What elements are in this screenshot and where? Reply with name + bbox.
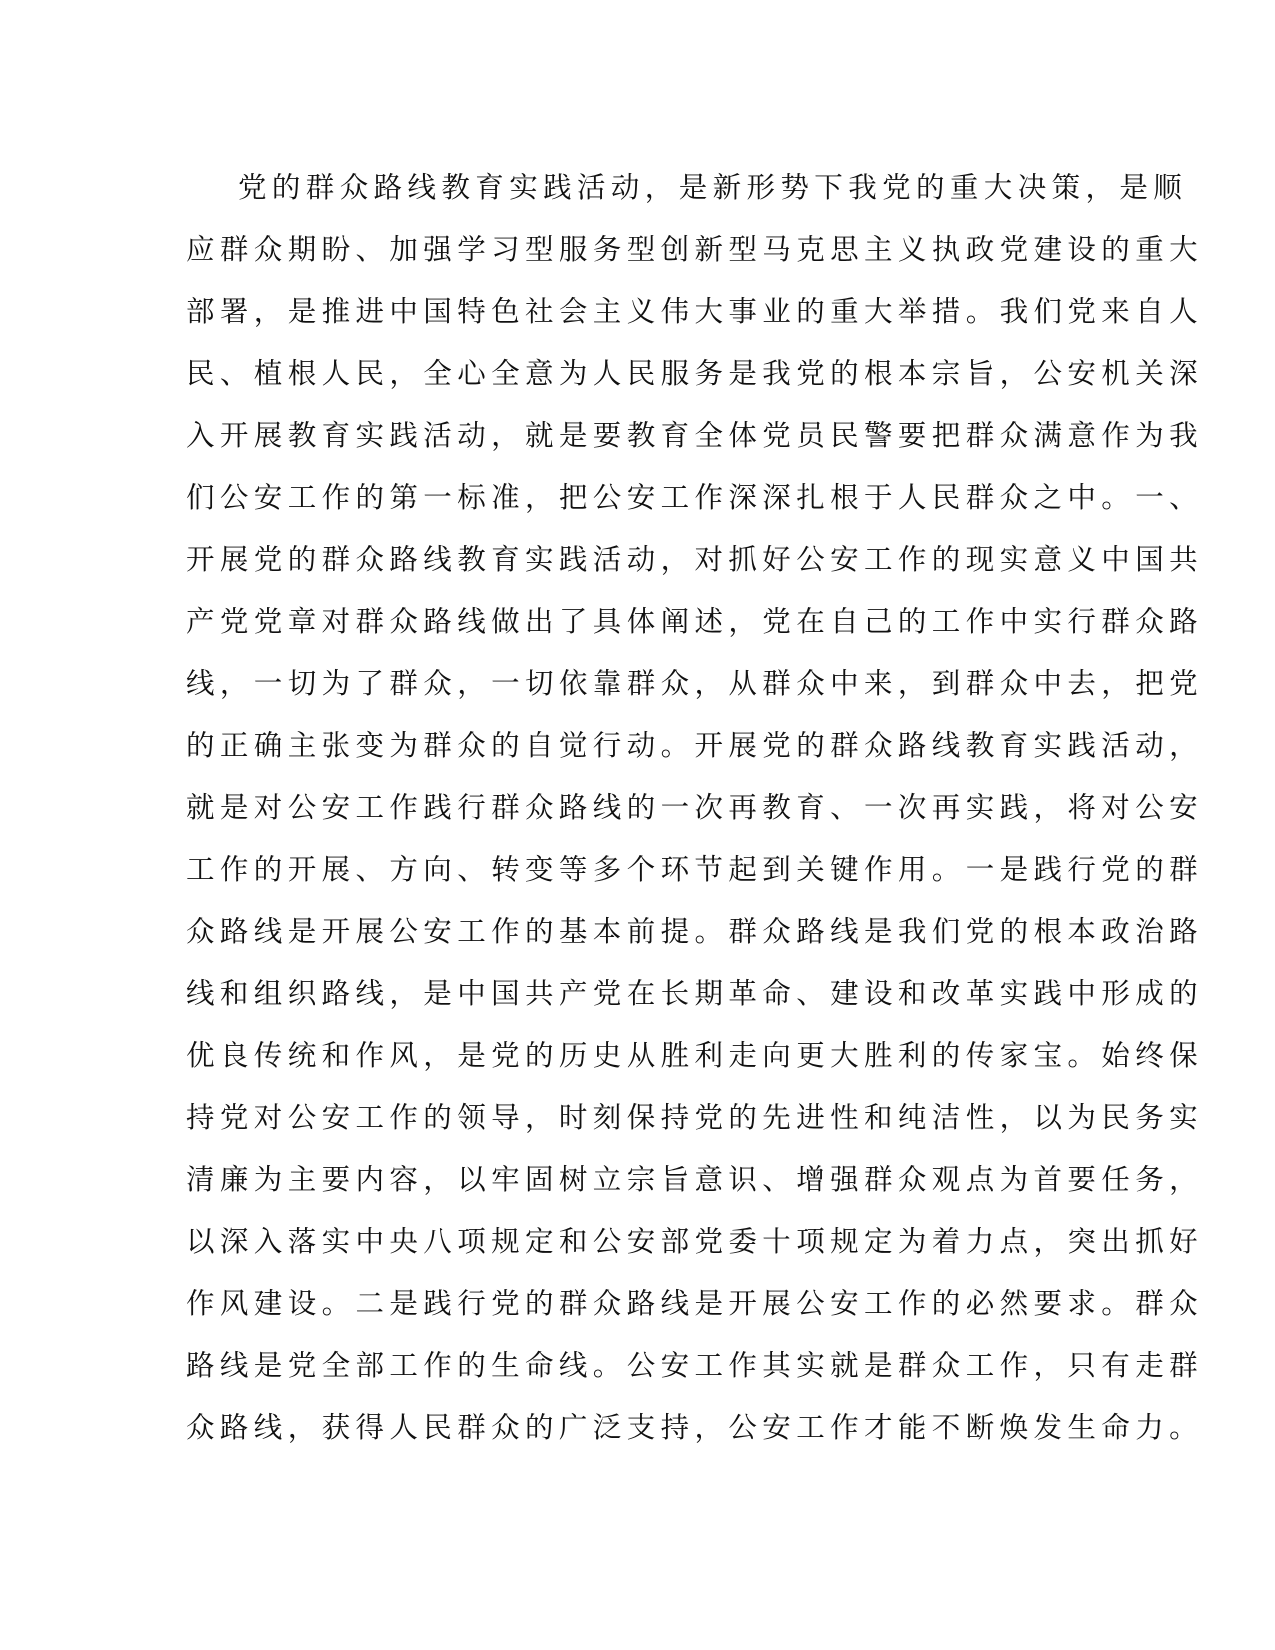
- paragraph-line: 线，一切为了群众，一切依靠群众，从群众中来，到群众中去，把党: [186, 667, 1204, 700]
- paragraph-line: 入开展教育实践活动，就是要教育全体党员民警要把群众满意作为我: [186, 419, 1204, 452]
- paragraph-line: 以深入落实中央八项规定和公安部党委十项规定为着力点，突出抓好: [186, 1225, 1204, 1258]
- paragraph-line: 应群众期盼、加强学习型服务型创新型马克思主义执政党建设的重大: [186, 233, 1204, 266]
- paragraph-line: 众路线是开展公安工作的基本前提。群众路线是我们党的根本政治路: [186, 915, 1204, 948]
- paragraph-line: 优良传统和作风，是党的历史从胜利走向更大胜利的传家宝。始终保: [186, 1039, 1204, 1072]
- paragraph-line: 路线是党全部工作的生命线。公安工作其实就是群众工作，只有走群: [186, 1349, 1204, 1382]
- paragraph-line: 作风建设。二是践行党的群众路线是开展公安工作的必然要求。群众: [186, 1287, 1204, 1320]
- paragraph-line: 清廉为主要内容，以牢固树立宗旨意识、增强群众观点为首要任务，: [186, 1163, 1204, 1196]
- paragraph-line: 工作的开展、方向、转变等多个环节起到关键作用。一是践行党的群: [186, 853, 1204, 886]
- paragraph-line: 党的群众路线教育实践活动，是新形势下我党的重大决策，是顺: [238, 171, 1188, 204]
- paragraph-line: 民、植根人民，全心全意为人民服务是我党的根本宗旨，公安机关深: [186, 357, 1204, 390]
- paragraph-line: 部署，是推进中国特色社会主义伟大事业的重大举措。我们党来自人: [186, 295, 1204, 328]
- paragraph-line: 产党党章对群众路线做出了具体阐述，党在自己的工作中实行群众路: [186, 605, 1204, 638]
- paragraph-line: 们公安工作的第一标准，把公安工作深深扎根于人民群众之中。一、: [186, 481, 1204, 514]
- paragraph-line: 的正确主张变为群众的自觉行动。开展党的群众路线教育实践活动，: [186, 729, 1204, 762]
- body-paragraph: [186, 157, 1204, 1459]
- paragraph-line: 开展党的群众路线教育实践活动，对抓好公安工作的现实意义中国共: [186, 543, 1204, 576]
- paragraph-line: 持党对公安工作的领导，时刻保持党的先进性和纯洁性，以为民务实: [186, 1101, 1204, 1134]
- paragraph-line: 众路线，获得人民群众的广泛支持，公安工作才能不断焕发生命力。: [186, 1411, 1204, 1444]
- paragraph-line: 就是对公安工作践行群众路线的一次再教育、一次再实践，将对公安: [186, 791, 1204, 824]
- paragraph-line: 线和组织路线，是中国共产党在长期革命、建设和改革实践中形成的: [186, 977, 1204, 1010]
